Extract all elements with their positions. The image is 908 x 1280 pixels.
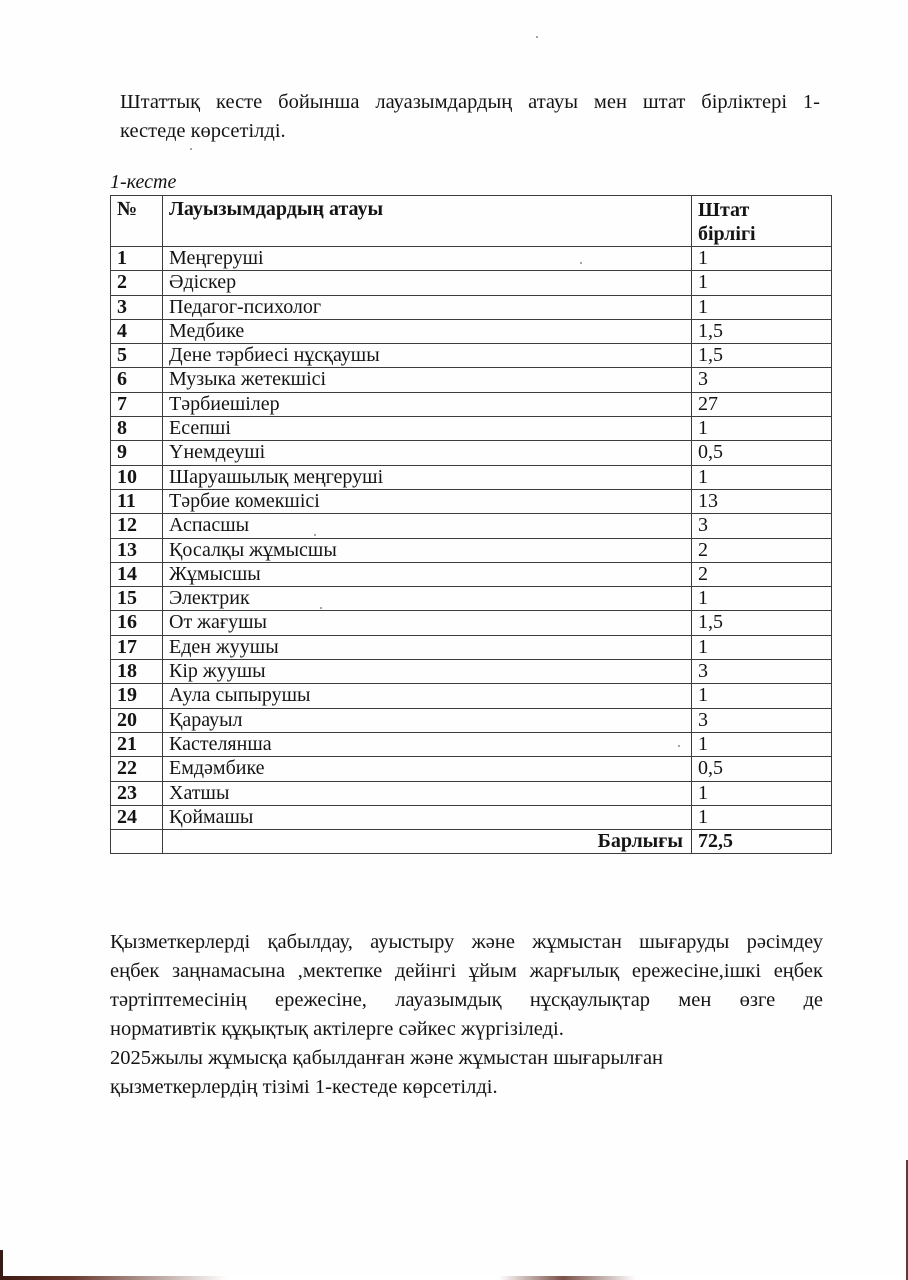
row-position: От жағушы xyxy=(163,611,692,635)
row-position: Медбике xyxy=(163,319,692,343)
table-row xyxy=(111,489,832,513)
row-units: 3 xyxy=(692,368,832,392)
table-row xyxy=(111,732,832,756)
row-position: Қосалқы жұмысшы xyxy=(163,538,692,562)
total-empty-cell xyxy=(111,830,163,854)
row-units: 1 xyxy=(692,805,832,829)
row-number: 10 xyxy=(111,465,163,489)
table-row xyxy=(111,660,832,684)
header-staff-units-line-2: бірлігі xyxy=(698,223,756,245)
table-row xyxy=(111,805,832,829)
row-units: 3 xyxy=(692,708,832,732)
row-units: 27 xyxy=(692,392,832,416)
row-number: 19 xyxy=(111,684,163,708)
scan-speck xyxy=(190,148,192,150)
row-number: 6 xyxy=(111,368,163,392)
row-units: 1 xyxy=(692,635,832,659)
table-row xyxy=(111,319,832,343)
row-units: 1 xyxy=(692,295,832,319)
row-units: 13 xyxy=(692,489,832,513)
row-units: 1 xyxy=(692,732,832,756)
row-position: Аспасшы xyxy=(163,514,692,538)
row-position: Жұмысшы xyxy=(163,562,692,586)
row-number: 20 xyxy=(111,708,163,732)
body-line-5: 2025жылы жұмысқа қабылданған және жұмыстан шығарылған xyxy=(110,1047,664,1069)
row-number: 4 xyxy=(111,319,163,343)
row-number: 8 xyxy=(111,417,163,441)
table-row xyxy=(111,417,832,441)
table-row xyxy=(111,271,832,295)
body-line-6: қызметкерлердің тізімі 1-кестеде көрсетілді. xyxy=(110,1076,498,1098)
header-staff-units-line-1: Штат xyxy=(698,199,750,221)
row-units: 1 xyxy=(692,587,832,611)
intro-line-2: кестеде көрсетілді. xyxy=(120,120,286,142)
row-number: 1 xyxy=(111,247,163,271)
row-position: Емдәмбике xyxy=(163,757,692,781)
row-units: 1 xyxy=(692,781,832,805)
row-number: 12 xyxy=(111,514,163,538)
row-position: Тәрбие комекшісі xyxy=(163,489,692,513)
scan-speck xyxy=(536,36,538,38)
row-position: Электрик xyxy=(163,587,692,611)
table-header-row xyxy=(111,196,832,247)
table-row xyxy=(111,757,832,781)
row-units: 1 xyxy=(692,417,832,441)
header-position-name: Лауызымдардың атауы xyxy=(163,196,692,247)
row-position: Үнемдеуші xyxy=(163,441,692,465)
row-number: 23 xyxy=(111,781,163,805)
header-number: № xyxy=(111,196,163,247)
row-number: 3 xyxy=(111,295,163,319)
row-units: 2 xyxy=(692,562,832,586)
row-units: 1 xyxy=(692,465,832,489)
row-number: 24 xyxy=(111,805,163,829)
intro-line-1: Штаттық кесте бойынша лауазымдардың атауы мен штат бірліктері 1- xyxy=(120,91,820,113)
table-row xyxy=(111,441,832,465)
body-paragraph xyxy=(110,928,823,1102)
intro-paragraph xyxy=(120,88,820,146)
total-label: Барлығы xyxy=(163,830,692,854)
row-position: Меңгеруші xyxy=(163,247,692,271)
row-units: 1,5 xyxy=(692,319,832,343)
table-total-row xyxy=(111,830,832,854)
body-line-1: Қызметкерлерді қабылдау, ауыстыру және жұмыстан шығаруды рәсімдеу xyxy=(110,931,823,953)
table-caption: 1-кесте xyxy=(110,171,177,193)
row-number: 13 xyxy=(111,538,163,562)
table-row xyxy=(111,295,832,319)
table-row xyxy=(111,465,832,489)
table-row xyxy=(111,392,832,416)
table-row xyxy=(111,708,832,732)
row-units: 1 xyxy=(692,247,832,271)
row-number: 16 xyxy=(111,611,163,635)
row-units: 0,5 xyxy=(692,757,832,781)
body-line-3: тәртіптемесінің ережесіне, лауазымдық нұсқаулықтар мен өзге де xyxy=(110,989,823,1011)
row-position: Қоймашы xyxy=(163,805,692,829)
staffing-table xyxy=(110,195,832,854)
row-number: 9 xyxy=(111,441,163,465)
row-units: 1 xyxy=(692,684,832,708)
table-row xyxy=(111,562,832,586)
row-position: Кір жуушы xyxy=(163,660,692,684)
table-row xyxy=(111,538,832,562)
row-position: Шаруашылық меңгеруші xyxy=(163,465,692,489)
table-row xyxy=(111,514,832,538)
row-position: Қарауыл xyxy=(163,708,692,732)
row-position: Есепші xyxy=(163,417,692,441)
table-row xyxy=(111,781,832,805)
row-number: 21 xyxy=(111,732,163,756)
table-row xyxy=(111,684,832,708)
row-units: 0,5 xyxy=(692,441,832,465)
row-number: 5 xyxy=(111,344,163,368)
row-number: 22 xyxy=(111,757,163,781)
table-row xyxy=(111,587,832,611)
row-position: Педагог-психолог xyxy=(163,295,692,319)
scan-edge-bottom xyxy=(0,1276,908,1280)
row-units: 1 xyxy=(692,271,832,295)
row-units: 3 xyxy=(692,660,832,684)
scan-edge-left xyxy=(0,1250,3,1280)
row-units: 1,5 xyxy=(692,344,832,368)
row-position: Еден жуушы xyxy=(163,635,692,659)
header-staff-units xyxy=(692,196,832,247)
row-number: 17 xyxy=(111,635,163,659)
row-position: Аула сыпырушы xyxy=(163,684,692,708)
row-position: Әдіскер xyxy=(163,271,692,295)
table-row xyxy=(111,247,832,271)
table-row xyxy=(111,611,832,635)
row-number: 11 xyxy=(111,489,163,513)
row-number: 7 xyxy=(111,392,163,416)
row-number: 14 xyxy=(111,562,163,586)
table-row xyxy=(111,368,832,392)
row-units: 2 xyxy=(692,538,832,562)
table-row xyxy=(111,635,832,659)
row-units: 1,5 xyxy=(692,611,832,635)
row-position: Тәрбиешілер xyxy=(163,392,692,416)
total-value: 72,5 xyxy=(692,830,832,854)
body-line-4: нормативтік құқықтық актілерге сәйкес жүргізіледі. xyxy=(110,1018,564,1040)
table-row xyxy=(111,344,832,368)
row-position: Дене тәрбиесі нұсқаушы xyxy=(163,344,692,368)
row-number: 18 xyxy=(111,660,163,684)
row-position: Хатшы xyxy=(163,781,692,805)
row-position: Кастелянша xyxy=(163,732,692,756)
row-position: Музыка жетекшісі xyxy=(163,368,692,392)
row-units: 3 xyxy=(692,514,832,538)
row-number: 15 xyxy=(111,587,163,611)
body-line-2: еңбек заңнамасына ,мектепке дейінгі ұйым жарғылық ережесіне,ішкі еңбек xyxy=(110,960,823,982)
row-number: 2 xyxy=(111,271,163,295)
